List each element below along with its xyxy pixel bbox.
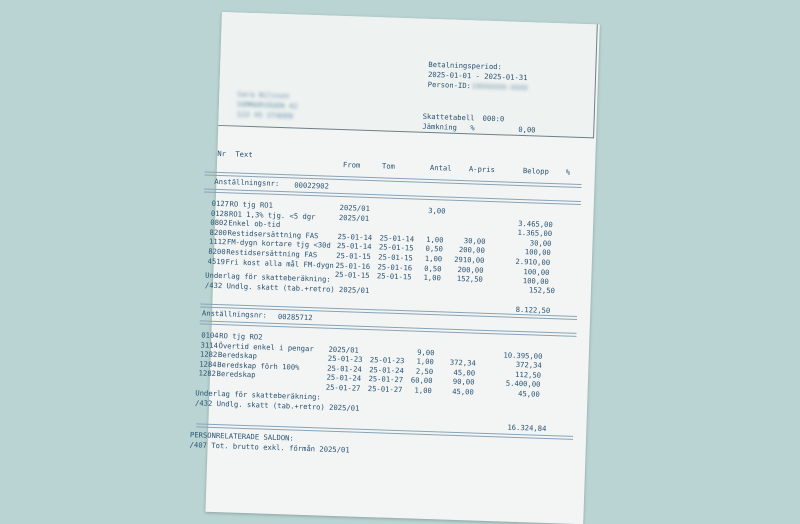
section1-extra-belopp: 152,50 [528,285,556,296]
col-pct: % [565,167,571,177]
row-belopp: 5.400,00 [505,379,541,390]
row-code: 1284 [199,359,217,369]
row-apris [456,227,486,228]
row-text: FM-dygn kortare tjg <30d [226,237,331,251]
section2-undlg: /432 Undlg. skatt (tab.+retro) 2025/01 [194,398,360,413]
section1-total: 8.122,50 [515,304,551,316]
row-from: 2025/01 [328,344,359,355]
row-apris: 2910,00 [454,254,485,265]
row-belopp: 3.465,00 [518,218,553,229]
row-antal [420,226,444,227]
row-code: 4519 [207,256,226,266]
row-tom: 25-01-23 [369,355,405,366]
jamkning-value: 0,00 [518,124,536,135]
address-line-1: Sara Nilsson [237,89,290,101]
row-from: 25-01-14 [336,241,372,252]
row-from: 25-01-15 [334,270,370,281]
row-apris: 372,34 [449,357,476,368]
person-id-value: 19XXXXXX-XXXX [471,81,529,93]
skattetabell-value: 000:0 [482,113,505,124]
row-belopp: 2.910,00 [515,256,551,268]
col-from: From [342,160,361,170]
row-apris: 45,00 [452,386,474,397]
row-from: 25-01-15 [336,250,371,262]
col-belopp: Belopp [522,166,550,176]
section2-underlag: Underlag för skatteberäkning: [195,388,321,402]
row-code: 1282 [199,349,218,360]
address-line-3: 123 45 STADEN [236,109,294,121]
row-antal: 1,00 [416,356,434,367]
address-line-2: SOMMARVÄGEN 42 [236,99,298,111]
row-antal: 1,00 [426,234,444,245]
row-code: 8200 [209,227,228,238]
row-apris: 152,50 [456,274,483,284]
row-text: Restidsersättning FAS [227,228,319,241]
col-nr: Nr [217,148,227,159]
row-text: Övertid enkel i pengar [218,340,314,353]
section2-total: 16.324,84 [507,422,547,433]
col-tom: Tom [381,161,396,171]
row-apris [457,217,487,218]
section1-label: Anställningsnr: [214,176,280,188]
row-antal [411,338,435,339]
row-text: Restidsersättning FAS [226,247,318,260]
row-antal: 9,00 [417,347,435,357]
jamkning-pct: % [470,123,475,133]
row-apris [447,349,477,350]
row-belopp: 100,00 [523,266,550,277]
row-code: 0802 [210,217,228,228]
row-code: 0127 [211,198,230,209]
jamkning-label: Jämkning [422,121,458,132]
section1-number: 00022902 [294,180,330,191]
person-id-label: Person-ID: [427,79,472,91]
row-code: 1112 [208,237,227,247]
row-tom: 25-01-16 [377,261,413,273]
row-tom: 25-01-27 [367,384,403,395]
row-code: 8200 [208,246,226,257]
row-antal: 1,00 [414,385,432,396]
row-text: Beredskap [216,369,256,380]
row-apris [458,208,488,209]
row-from: 25-01-24 [327,363,362,374]
row-belopp [497,341,543,343]
row-from: 2025/01 [339,203,371,214]
row-text: RO tjg RO1 [229,199,274,210]
row-tom: 25-01-15 [378,252,413,263]
row-belopp: 10.395,00 [503,350,543,361]
row-code: 3114 [200,340,219,350]
row-apris: 200,00 [457,264,484,275]
row-from: 25-01-27 [325,382,361,393]
row-from: 25-01-24 [326,373,362,384]
row-tom: 25-01-14 [379,233,415,244]
period-label: Betalningsperiod: [428,59,503,72]
row-code: 0128 [210,208,229,218]
personrelaterade-heading: PERSONRELATERADE SALDON: [189,430,294,443]
row-code: 1282 [198,368,217,379]
col-text: Text [235,149,253,160]
row-apris: 200,00 [458,245,485,256]
row-belopp [508,210,554,212]
row-antal: 3,00 [428,205,446,216]
row-belopp: 45,00 [517,389,540,399]
row-text: Enkel ob-tid [228,218,281,230]
row-belopp: 372,34 [515,360,542,370]
row-tom: 25-01-24 [369,364,404,376]
section2-label: Anställningsnr: [201,308,268,320]
row-tom: 25-01-15 [378,242,414,253]
row-antal: 1,00 [423,273,442,283]
row-belopp: 100,00 [524,247,551,258]
row-belopp: 1.365,00 [517,228,553,239]
col-apris: A-pris [468,164,496,175]
section1-underlag: Underlag för skatteberäkning: [205,270,331,284]
row-from: 25-01-14 [337,231,373,242]
row-from: 25-01-16 [335,260,371,271]
row-apris [447,340,477,341]
row-antal [421,216,445,217]
skattetabell-label: Skattetabell [422,111,475,123]
row-from: 2025/01 [338,212,370,223]
row-text: RO tjg RO2 [219,331,263,342]
row-tom: 25-01-15 [376,271,412,282]
row-tom: 25-01-27 [368,374,404,385]
row-antal: 2,50 [415,366,434,376]
payslip-paper [189,12,599,524]
row-apris: 90,00 [452,377,475,387]
period-value: 2025-01-01 - 2025-01-31 [427,69,528,83]
row-text: Beredskap [217,350,258,361]
row-antal: 60,00 [410,375,433,386]
col-antal: Antal [429,162,452,173]
row-antal: 0,50 [425,244,444,254]
row-antal: 0,50 [424,263,442,274]
row-apris: 45,00 [453,367,476,378]
row-text: Fri kost alla mål FM-dygn [225,256,334,270]
section2-number: 00285712 [277,312,313,323]
footer-line: /407 Tot. brutto exkl. förmån 2025/01 [189,440,350,455]
row-belopp: 112,50 [514,369,542,380]
row-from: 25-01-23 [327,353,363,365]
row-belopp: 100,00 [522,276,549,287]
row-antal: 1,00 [424,253,443,264]
row-belopp: 30,00 [529,238,552,248]
row-text: RO1 1,3% tjg. <5 dgr [228,208,316,221]
row-apris: 30,00 [463,235,486,246]
section1-undlg: /432 Undlg. skatt (tab.+retro) 2025/01 [204,280,370,296]
row-code: 0104 [201,330,219,341]
row-text: Beredskap förh 100% [217,359,300,372]
